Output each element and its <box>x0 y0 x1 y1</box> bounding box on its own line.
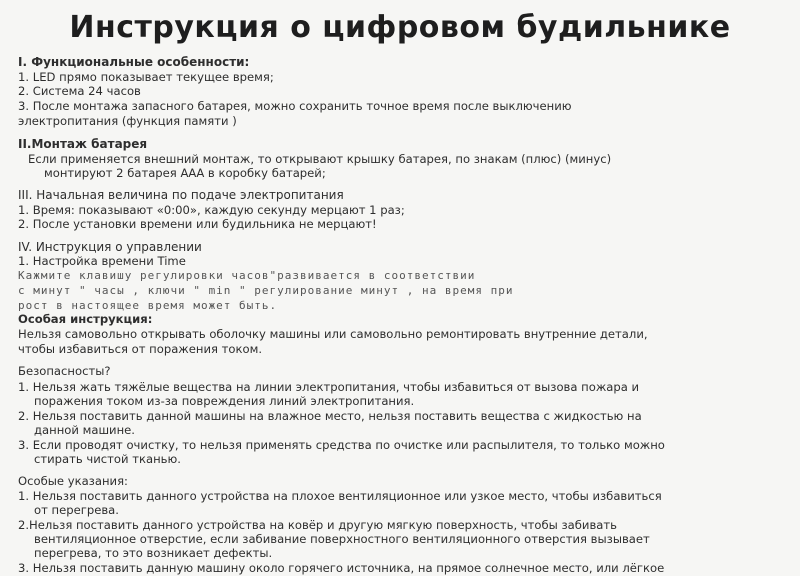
section-3-item-2: 2. После установки времени или будильника не мерцают! <box>18 217 377 231</box>
safety-item-1-cont: поражения током из-за повреждения линий электропитания. <box>34 394 415 408</box>
section-4-mono-2: с минут " часы , ключи " min " регулирование минут , на время при <box>18 284 514 297</box>
section-1-item-2: 2. Система 24 часов <box>18 84 141 98</box>
notes-item-2-cont-1: вентиляционное отверстие, если забивание поверхностного вентиляционного отверстия вызывает <box>34 532 650 546</box>
section-4-mono-3: рост в настоящее время может быть. <box>18 299 278 312</box>
notes-item-2: 2.Нельзя поставить данного устройства на ковёр и другую мягкую поверхность, чтобы забивать <box>18 518 617 532</box>
safety-item-1: 1. Нельзя жать тяжёлые вещества на линии электропитания, чтобы избавиться от вызова пожара и <box>18 380 640 394</box>
section-1-heading: I. Функциональные особенности: <box>18 55 250 69</box>
notes-heading: Особые указания: <box>18 474 128 488</box>
safety-item-3-cont: стирать чистой тканью. <box>34 452 181 466</box>
safety-item-2: 2. Нельзя поставить данной машины на влажное место, нельзя поставить вещества с жидкостью на <box>18 409 642 423</box>
safety-item-3: 3. Если проводят очистку, то нельзя применять средства по очистке или распылителя, то только можно <box>18 438 665 452</box>
section-2-text-1: Если применяется внешний монтаж, то открывают крышку батарея, по знакам (плюс) (минус) <box>28 152 612 166</box>
section-4-heading: IV. Инструкция о управлении <box>18 240 202 254</box>
special-instruction-2: чтобы избавиться от поражения током. <box>18 342 263 356</box>
special-instruction-1: Нельзя самовольно открывать оболочку машины или самовольно ремонтировать внутренние детали, <box>18 327 648 341</box>
section-1-item-3-cont: электропитания (функция памяти ) <box>18 114 237 128</box>
notes-item-2-cont-2: перегрева, то это возникает дефекты. <box>34 546 273 560</box>
section-1-item-1: 1. LED прямо показывает текущее время; <box>18 70 274 84</box>
section-1-item-3: 3. После монтажа запасного батарея, можно сохранить точное время после выключению <box>18 99 572 113</box>
document-title: Инструкция о цифровом будильнике <box>69 10 731 45</box>
section-2-heading: II.Монтаж батарея <box>18 137 148 151</box>
notes-item-1: 1. Нельзя поставить данного устройства на плохое вентиляционное или узкое место, чтобы избавиться <box>18 489 662 503</box>
notes-item-1-cont: от перегрева. <box>34 503 119 517</box>
section-4-mono-1: Кажмите клавишу регулировки часов"развивается в соответствии <box>18 269 476 282</box>
safety-item-2-cont: данной машине. <box>34 423 135 437</box>
section-2-text-2: монтируют 2 батарея ААА в коробку батарей; <box>44 166 326 180</box>
special-instruction-heading: Особая инструкция: <box>18 312 153 326</box>
section-4-subheading: 1. Настройка времени Time <box>18 254 186 268</box>
section-3-heading: III. Начальная величина по подаче электропитания <box>18 188 344 202</box>
section-3-item-1: 1. Время: показывают «0:00», каждую секунду мерцают 1 раз; <box>18 203 405 217</box>
notes-item-3: 3. Нельзя поставить данную машину около горячего источника, на прямое солнечное место, или лёгкое <box>18 561 665 575</box>
safety-heading: Безопасносты? <box>18 364 111 378</box>
